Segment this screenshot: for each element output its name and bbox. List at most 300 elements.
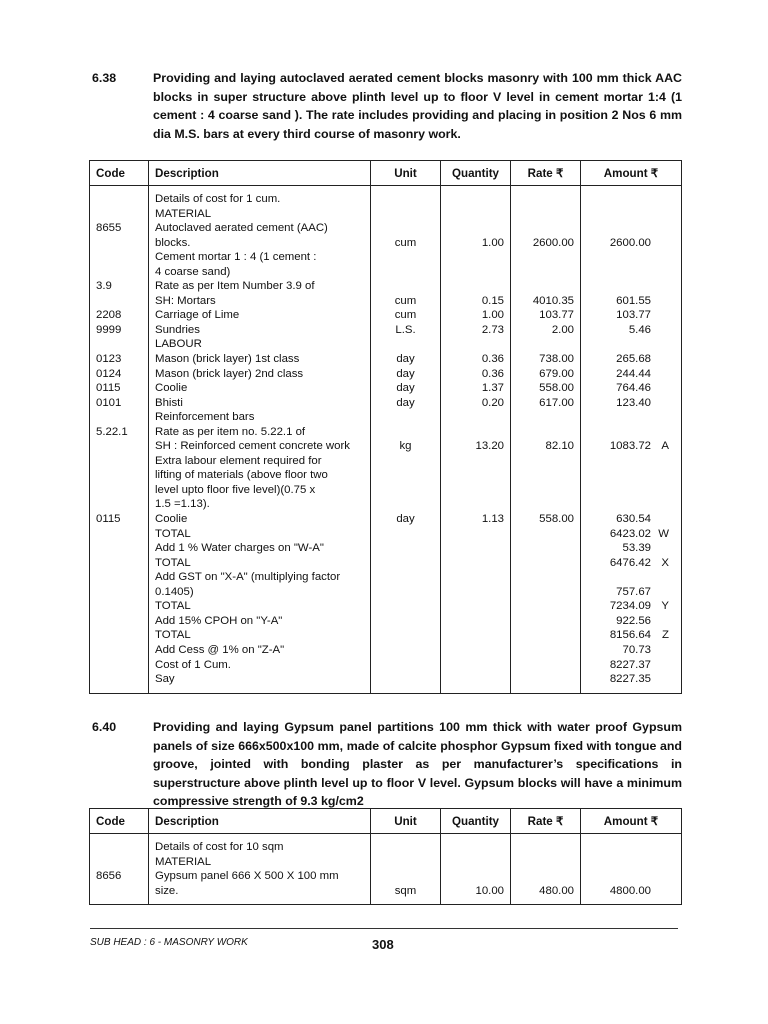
cell-amount [581,308,682,323]
cell-quantity [441,834,511,855]
cell-rate [511,512,581,527]
cell-unit [371,186,441,207]
cell-rate [511,396,581,411]
cell-description [149,381,371,396]
cell-unit [371,855,441,870]
cell-text: 0124 [96,367,122,380]
table-row [90,468,682,483]
cell-text: 738.00 [539,353,574,366]
cell-text: 1.5 =1.13). [155,498,210,511]
cell-quantity [441,643,511,658]
cell-amount [581,468,682,483]
cell-quantity [441,483,511,498]
table-row [90,279,682,294]
cell-text: cum [394,309,417,322]
cell-description [149,279,371,294]
header-rate: Rate ₹ [511,161,581,186]
cell-description [149,323,371,338]
cell-quantity [441,425,511,440]
table-row [90,381,682,396]
table-row [90,207,682,222]
cell-text: 558.00 [539,382,574,395]
cell-unit [371,599,441,614]
cell-amount [581,279,682,294]
cell-text: Carriage of Lime [155,309,240,322]
item-description: Providing and laying Gypsum panel partitions 100 mm thick with water proof Gypsum panels of size 666x500x100 mm, made of calcite phosphor Gypsum fixed with tongue and groove, jointed with bonding plaster as per manufacturer’s specifications in superstructure above plinth level up to floor V level. Gypsum blocks will have a minimum compressive strength of 9.3 kg/cm2 [153,720,682,808]
cell-rate [511,541,581,556]
cell-description [149,527,371,542]
cell-description [149,497,371,512]
cell-text: Add GST on "X-A" (multiplying factor [155,571,341,584]
cell-code [90,337,149,352]
cell-code [90,643,149,658]
cell-quantity [441,855,511,870]
table-row [90,425,682,440]
cell-rate [511,628,581,643]
cell-quantity [441,541,511,556]
cell-quantity [441,186,511,207]
table-row [90,308,682,323]
cell-text: 2208 [96,309,122,322]
table-row [90,337,682,352]
cell-text: size. [155,884,179,897]
cell-amount [581,337,682,352]
cell-code [90,869,149,884]
cell-code [90,367,149,382]
table-row [90,323,682,338]
cell-code [90,570,149,585]
cell-text: 0115 [96,513,121,526]
cell-code [90,672,149,693]
footer-subhead: SUB HEAD : 6 - MASONRY WORK [90,937,248,948]
cell-text: 2.73 [481,323,504,336]
cell-description [149,556,371,571]
cell-text: 2600.00 [532,236,574,249]
cell-text: day [396,396,415,409]
cell-rate [511,468,581,483]
cell-text: 1.13 [481,513,504,526]
cell-amount [581,410,682,425]
cell-text: 6423.02 [609,527,651,540]
cell-code [90,884,149,905]
cell-description [149,512,371,527]
cell-unit [371,265,441,280]
cell-amount [581,367,682,382]
cell-rate [511,352,581,367]
cell-amount [581,834,682,855]
cell-text: 0.36 [481,367,504,380]
cell-amount [581,483,682,498]
cell-amount [581,207,682,222]
cell-text: 1.37 [481,382,504,395]
cost-table-6-38 [89,160,682,694]
cell-unit [371,658,441,673]
cell-unit [371,454,441,469]
cell-description [149,585,371,600]
cell-rate [511,570,581,585]
cell-text: MATERIAL [155,207,212,220]
cell-rate [511,454,581,469]
cell-code [90,186,149,207]
cell-quantity [441,658,511,673]
table-row [90,869,682,884]
cell-description [149,352,371,367]
cell-unit [371,207,441,222]
cell-text: Extra labour element required for [155,454,322,467]
cell-amount [581,236,682,251]
cell-rate [511,869,581,884]
cell-quantity [441,468,511,483]
cell-rate [511,236,581,251]
cell-rate [511,381,581,396]
cell-quantity [441,279,511,294]
cell-quantity [441,884,511,905]
header-rate: Rate ₹ [511,809,581,834]
cell-code [90,541,149,556]
cell-description [149,454,371,469]
cell-description [149,658,371,673]
cell-description [149,250,371,265]
table-row [90,497,682,512]
cell-text: 0.1405) [155,585,194,598]
cell-amount [581,454,682,469]
cell-quantity [441,207,511,222]
cell-text: 53.39 [622,542,651,555]
cell-quantity [441,599,511,614]
cell-unit [371,381,441,396]
table-row [90,265,682,280]
cell-description [149,236,371,251]
cell-text: SH : Reinforced cement concrete work [155,440,350,453]
cell-text: 0123 [96,353,122,366]
cell-unit [371,439,441,454]
cell-text: 2.00 [551,323,574,336]
cell-unit [371,556,441,571]
cell-unit [371,483,441,498]
cell-unit [371,279,441,294]
cell-quantity [441,337,511,352]
cell-code [90,352,149,367]
cell-unit [371,352,441,367]
cell-text: 4 coarse sand) [155,265,231,278]
cell-description [149,221,371,236]
cell-unit [371,236,441,251]
header-amount: Amount ₹ [581,161,682,186]
cell-description [149,483,371,498]
cell-text: cum [394,236,417,249]
cell-text: 4010.35 [532,294,574,307]
cell-text: day [396,367,415,380]
cell-unit [371,527,441,542]
cell-code [90,599,149,614]
cell-quantity [441,527,511,542]
cell-amount [581,672,682,693]
cell-description [149,614,371,629]
cell-rate [511,186,581,207]
table-row [90,454,682,469]
cell-code [90,658,149,673]
cell-text: 8656 [96,870,122,883]
cell-text: 8655 [96,222,122,235]
table-body [90,186,682,694]
table-header-row [90,161,682,186]
cell-text: Add Cess @ 1% on "Z-A" [155,643,285,656]
cell-text: 1.00 [481,236,504,249]
header-quantity: Quantity [441,161,511,186]
cell-quantity [441,869,511,884]
cell-amount [581,556,682,571]
cell-unit [371,294,441,309]
cell-description [149,672,371,693]
table-row [90,410,682,425]
cell-text: 601.55 [616,294,651,307]
cell-description [149,834,371,855]
cell-text: 5.46 [628,323,651,336]
cell-unit [371,396,441,411]
table-row [90,512,682,527]
cell-text: Say [155,673,175,686]
cell-code [90,483,149,498]
table-row [90,294,682,309]
table-header-row [90,809,682,834]
cell-code [90,250,149,265]
cell-unit [371,367,441,382]
cell-unit [371,628,441,643]
cell-text: 7234.09 [609,600,651,613]
cell-description [149,308,371,323]
table-row [90,527,682,542]
cell-description [149,869,371,884]
cell-description [149,884,371,905]
cell-rate [511,279,581,294]
cell-rate [511,658,581,673]
cell-quantity [441,236,511,251]
cell-unit [371,643,441,658]
cell-quantity [441,570,511,585]
cell-rate [511,308,581,323]
total-marker: Z [662,629,669,642]
cell-unit [371,585,441,600]
cell-code [90,512,149,527]
cell-quantity [441,265,511,280]
cell-code [90,628,149,643]
cell-description [149,855,371,870]
cell-amount [581,323,682,338]
cell-code [90,468,149,483]
table-row [90,628,682,643]
cell-rate [511,207,581,222]
cell-text: lifting of materials (above floor two [155,469,328,482]
cell-amount [581,352,682,367]
cell-text: 6476.42 [609,556,651,569]
cell-rate [511,556,581,571]
cell-text: Add 15% CPOH on "Y-A" [155,614,283,627]
cell-code [90,265,149,280]
table-row [90,221,682,236]
cell-quantity [441,614,511,629]
cell-unit [371,672,441,693]
cell-text: 8227.35 [609,673,651,686]
cell-text: L.S. [395,323,416,336]
cell-text: 13.20 [475,440,504,453]
header-unit: Unit [371,809,441,834]
cell-text: 8227.37 [609,658,651,671]
cell-text: 103.77 [539,309,574,322]
cell-code [90,207,149,222]
table-row [90,556,682,571]
cell-quantity [441,221,511,236]
total-marker: W [658,527,669,540]
cell-text: MATERIAL [155,855,212,868]
cell-text: Cost of 1 Cum. [155,658,231,671]
table-row [90,483,682,498]
cell-text: 558.00 [539,513,574,526]
cell-rate [511,599,581,614]
cell-quantity [441,250,511,265]
cell-text: kg [399,440,412,453]
cell-unit [371,834,441,855]
table-row [90,367,682,382]
cell-text: 0101 [96,396,122,409]
cell-unit [371,410,441,425]
cell-rate [511,367,581,382]
cell-text: TOTAL [155,527,191,540]
cell-amount [581,265,682,280]
cell-unit [371,614,441,629]
cell-text: 757.67 [616,585,651,598]
cell-rate [511,855,581,870]
cell-description [149,186,371,207]
cell-text: Rate as per item no. 5.22.1 of [155,425,306,438]
cell-description [149,643,371,658]
cell-unit [371,512,441,527]
header-amount: Amount ₹ [581,809,682,834]
cell-unit [371,425,441,440]
cell-rate [511,250,581,265]
cell-amount [581,643,682,658]
cell-quantity [441,628,511,643]
cell-amount [581,512,682,527]
cell-description [149,425,371,440]
cell-description [149,570,371,585]
cell-rate [511,585,581,600]
header-unit: Unit [371,161,441,186]
cell-text: TOTAL [155,556,191,569]
cell-text: 10.00 [475,884,504,897]
cell-text: 0.15 [481,294,504,307]
table-row [90,599,682,614]
cell-amount [581,186,682,207]
cell-code [90,585,149,600]
item-number: 6.40 [92,720,117,734]
cell-text: cum [394,294,417,307]
cost-table-6-40 [89,808,682,905]
cell-description [149,439,371,454]
table-row [90,834,682,855]
cell-text: Bhisti [155,396,183,409]
cell-amount [581,628,682,643]
cell-text: LABOUR [155,338,202,351]
cell-rate [511,497,581,512]
cell-quantity [441,454,511,469]
cell-code [90,556,149,571]
cell-text: 617.00 [539,396,574,409]
cell-quantity [441,512,511,527]
cell-unit [371,250,441,265]
cell-text: SH: Mortars [155,294,216,307]
page-number: 308 [372,937,394,952]
cell-text: 123.40 [616,396,651,409]
cell-amount [581,396,682,411]
cell-amount [581,658,682,673]
cell-code [90,410,149,425]
cell-text: day [396,353,415,366]
cell-amount [581,381,682,396]
cell-amount [581,221,682,236]
cell-amount [581,599,682,614]
cell-text: 480.00 [539,884,574,897]
cell-amount [581,869,682,884]
header-description: Description [149,161,371,186]
cell-rate [511,672,581,693]
cell-amount [581,855,682,870]
cell-rate [511,527,581,542]
cell-description [149,628,371,643]
cell-quantity [441,497,511,512]
cell-rate [511,834,581,855]
cell-unit [371,570,441,585]
item-description: Providing and laying autoclaved aerated cement blocks masonry with 100 mm thick AAC blocks in super structure above plinth level up to floor V level in cement mortar 1:4 (1 cement : 4 coarse sand ). The rate includes providing and placing in position 2 Nos 6 mm dia M.S. bars at every third course of masonry work. [153,71,682,141]
cell-text: 2600.00 [609,236,651,249]
cell-code [90,527,149,542]
table-row [90,570,682,585]
cell-rate [511,425,581,440]
table-row [90,396,682,411]
cell-text: 103.77 [616,309,651,322]
cell-description [149,265,371,280]
cell-amount [581,585,682,600]
cell-rate [511,294,581,309]
cell-text: day [396,513,415,526]
item-heading-6-38 [92,69,682,159]
cell-code [90,236,149,251]
cell-description [149,396,371,411]
cell-text: Coolie [155,513,188,526]
cell-rate [511,221,581,236]
cell-code [90,221,149,236]
cell-unit [371,337,441,352]
table-row [90,585,682,600]
cell-text: 8156.64 [609,629,651,642]
cell-text: day [396,382,415,395]
cell-rate [511,439,581,454]
cell-rate [511,643,581,658]
cell-unit [371,468,441,483]
cell-code [90,855,149,870]
cell-text: Cement mortar 1 : 4 (1 cement : [155,251,317,264]
cell-text: 5.22.1 [96,425,128,438]
cell-description [149,410,371,425]
cell-code [90,381,149,396]
total-marker: Y [661,600,669,613]
cell-text: 244.44 [616,367,651,380]
header-description: Description [149,809,371,834]
cell-unit [371,323,441,338]
cell-code [90,323,149,338]
cell-text: 0.20 [481,396,504,409]
cell-text: 70.73 [622,643,651,656]
cell-quantity [441,367,511,382]
